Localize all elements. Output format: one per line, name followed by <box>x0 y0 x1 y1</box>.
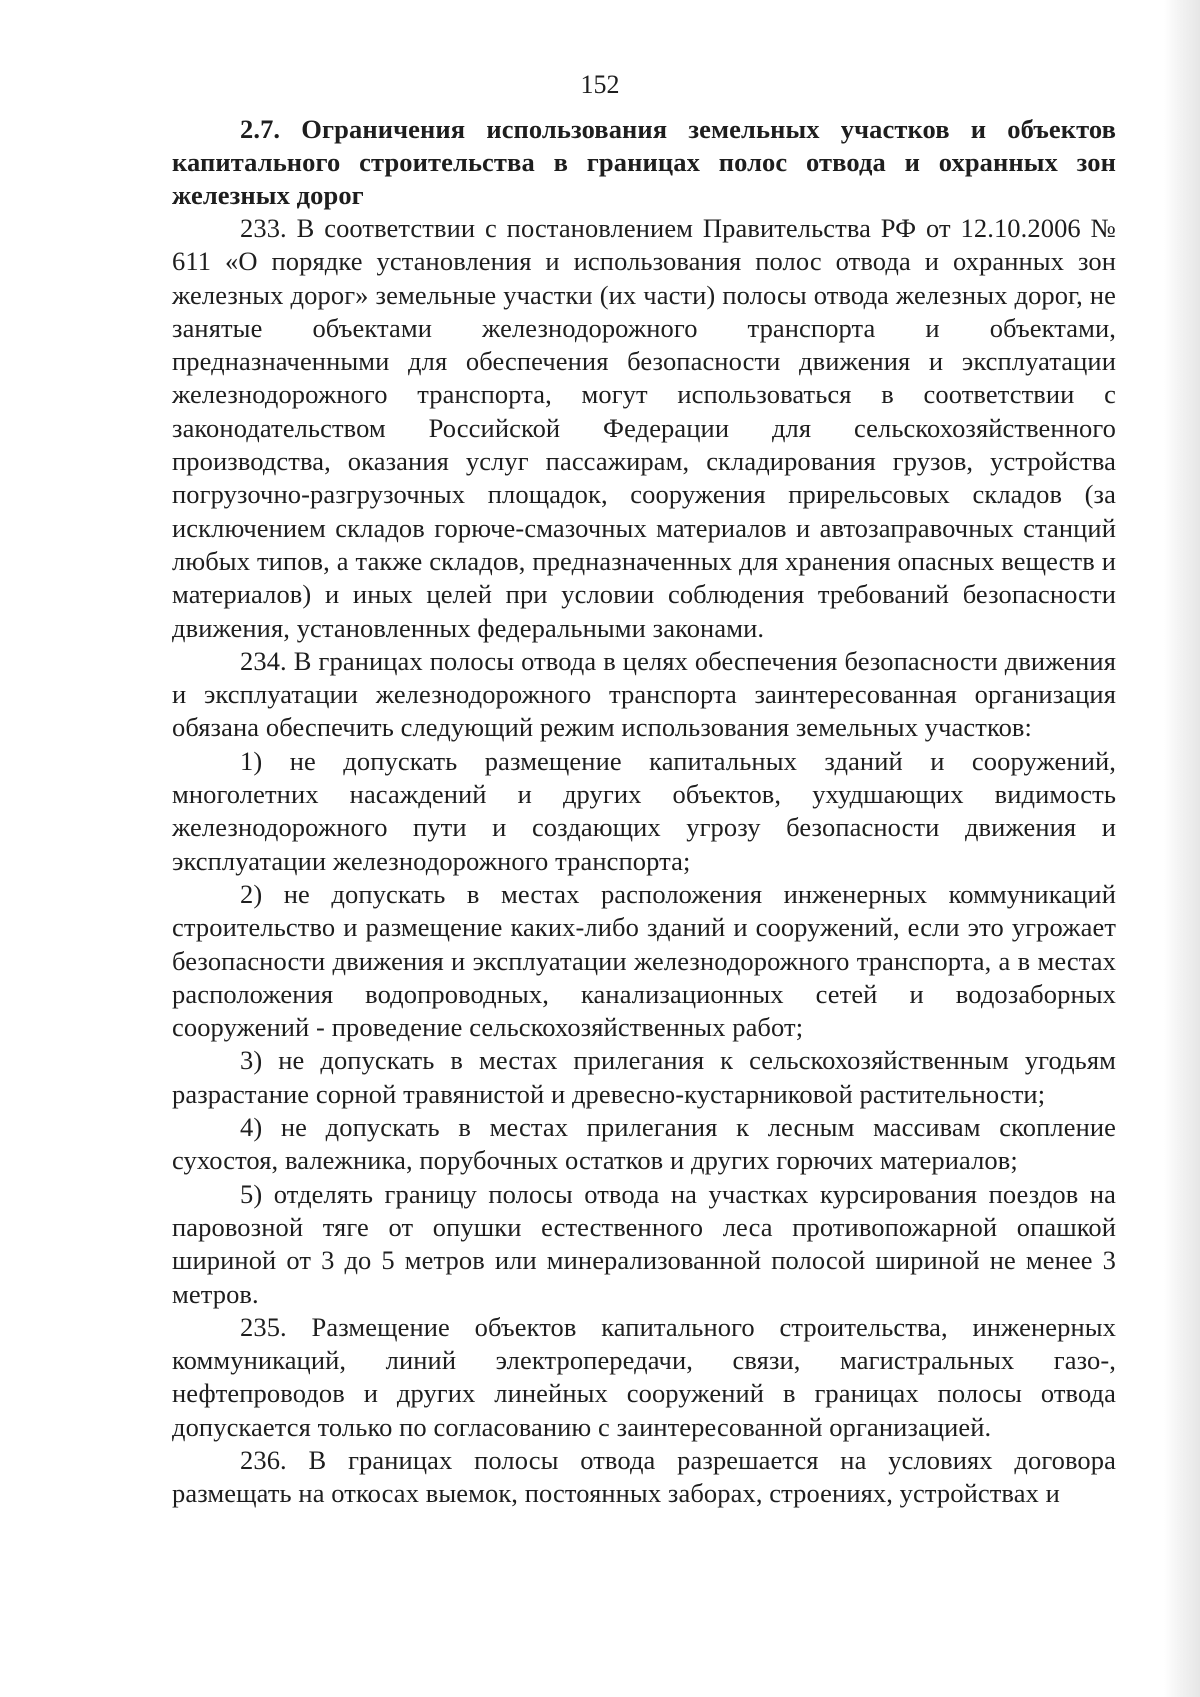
paragraph-235: 235. Размещение объектов капитального строительства, инженерных коммуникаций, линий электропередачи, связи, магистральных газо-, нефтепроводов и других линейных сооружений в границах полосы отвода допускается только по согласованию с заинтересованной организацией. <box>172 1311 1116 1442</box>
paragraph-233: 233. В соответствии с постановлением Правительства РФ от 12.10.2006 № 611 «О порядке установления и использования полос отвода и охранных зон железных дорог» земельные участки (их части) полосы отвода железных дорог, не занятые объектами железнодорожного транспорта и объектами, предназначенными для обеспечения безопасности движения и эксплуатации железнодорожного транспорта, могут использоваться в соответствии с законодательством Российской Федерации для сельскохозяйственного производства, оказания услуг пассажирам, складирования грузов, устройства погрузочно-разгрузочных площадок, сооружения прирельсовых складов (за исключением складов горюче-смазочных материалов и автозаправочных станций любых типов, а также складов, предназначенных для хранения опасных веществ и материалов) и иных целей при условии соблюдения требований безопасности движения, установленных федеральными законами. <box>172 213 1116 643</box>
list-item-5: 5) отделять границу полосы отвода на участках курсирования поездов на паровозной тяге от опушки естественного леса противопожарной опашкой шириной от 3 до 5 метров или минерализованной полосой шириной не менее 3 метров. <box>172 1178 1116 1309</box>
scan-edge-shadow <box>1164 0 1200 1697</box>
list-item-4: 4) не допускать в местах прилегания к лесным массивам скопление сухостоя, валежника, порубочных остатков и других горючих материалов; <box>172 1112 1116 1176</box>
document-body <box>172 113 1116 1511</box>
paragraph-236: 236. В границах полосы отвода разрешается на условиях договора размещать на откосах выемок, постоянных заборах, строениях, устройствах и <box>172 1444 1116 1509</box>
list-item-1: 1) не допускать размещение капитальных зданий и сооружений, многолетних насаждений и других объектов, ухудшающих видимость железнодорожного пути и создающих угрозу безопасности движения и эксплуатации железнодорожного транспорта; <box>172 745 1116 876</box>
paragraph-234: 234. В границах полосы отвода в целях обеспечения безопасности движения и эксплуатации железнодорожного транспорта заинтересованная организация обязана обеспечить следующий режим использования земельных участков: <box>172 645 1116 743</box>
page-number: 152 <box>580 70 620 99</box>
list-item-3: 3) не допускать в местах прилегания к сельскохозяйственным угодьям разрастание сорной травянистой и древесно-кустарниковой растительности; <box>172 1045 1116 1109</box>
list-item-2: 2) не допускать в местах расположения инженерных коммуникаций строительство и размещение каких-либо зданий и сооружений, если это угрожает безопасности движения и эксплуатации железнодорожного транспорта, а в местах расположения водопроводных, канализационных сетей и водозаборных сооружений - проведение сельскохозяйственных работ; <box>172 878 1116 1043</box>
section-heading: 2.7. Ограничения использования земельных участков и объектов капитального строительства в границах полос отвода и охранных зон железных дорог <box>172 114 1116 210</box>
